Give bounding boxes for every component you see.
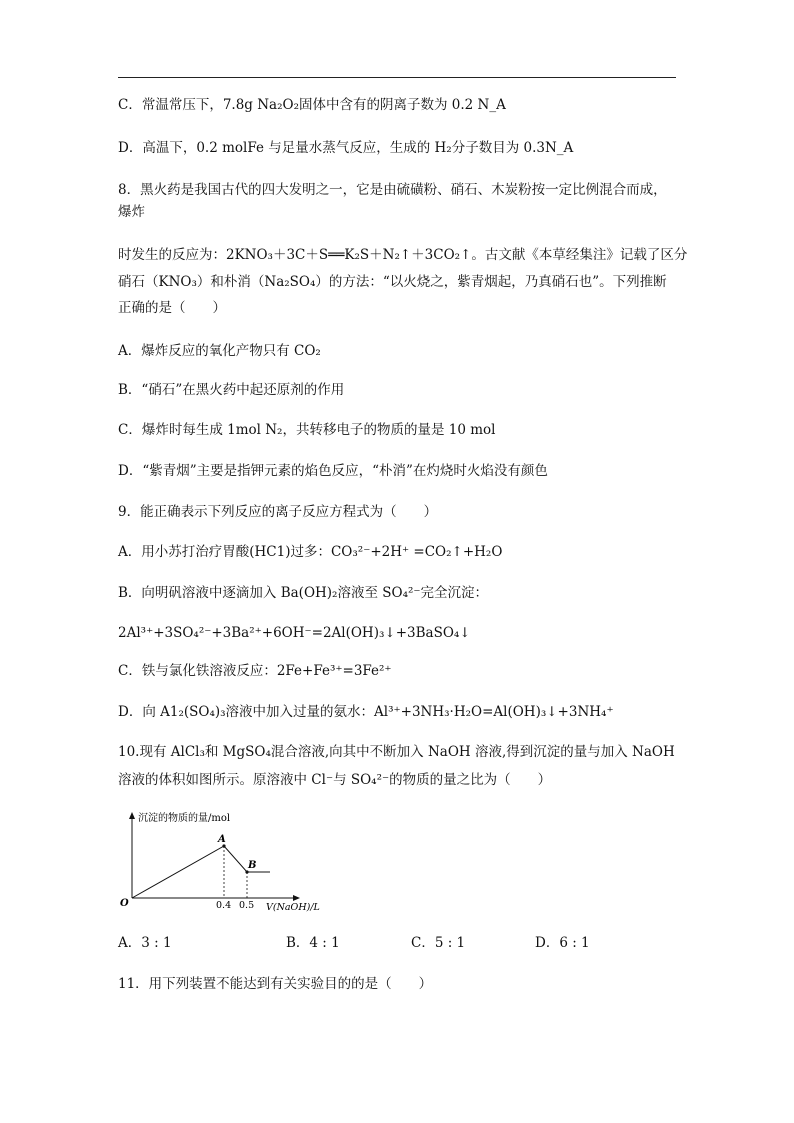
origin-label: O <box>120 898 129 909</box>
q10-stem-2: 溶液的体积如图所示。原溶液中 Cl⁻与 SO₄²⁻的物质的量之比为（ ） <box>118 772 552 788</box>
q8-option-b: B．“硝石”在黑火药中起还原剂的作用 <box>118 382 345 398</box>
option-c-line: C．常温常压下，7.8g Na₂O₂固体中含有的阴离子数为 0.2 N_A <box>118 97 506 113</box>
q8-stem-5: 正确的是（ ） <box>118 300 226 316</box>
q9-option-b: B．向明矾溶液中逐滴加入 Ba(OH)₂溶液至 SO₄²⁻完全沉淀： <box>118 585 489 601</box>
q9-stem: 9．能正确表示下列反应的离子反应方程式为（ ） <box>118 504 438 520</box>
q8-option-c: C．爆炸时每生成 1mol N₂，共转移电子的物质的量是 10 mol <box>118 422 496 438</box>
x-axis-label: V(NaOH)/L <box>266 902 320 913</box>
q11-stem: 11．用下列装置不能达到有关实验目的的是（ ） <box>118 976 433 992</box>
q10-option-d: D．6 : 1 <box>535 935 590 951</box>
x-axis-arrow <box>293 895 300 901</box>
x-tick-label: 0.5 <box>239 900 255 911</box>
q10-option-b: B．4 : 1 <box>286 935 340 951</box>
q10-stem-1: 10.现有 AlCl₃和 MgSO₄混合溶液,向其中不断加入 NaOH 溶液,得到沉淀的量与加入 NaOH <box>118 744 675 760</box>
y-axis-label: 沉淀的物质的量/mol <box>138 813 231 824</box>
q9-option-a: A．用小苏打治疗胃酸(HC1)过多：CO₃²⁻+2H⁺ =CO₂↑+H₂O <box>118 544 503 560</box>
q10-option-c: C．5 : 1 <box>411 935 466 951</box>
q9-option-d: D．向 A1₂(SO₄)₃溶液中加入过量的氨水：Al³⁺+3NH₃·H₂O=Al(OH)₃↓+3NH₄⁺ <box>118 704 614 720</box>
q9-option-c: C．铁与氯化铁溶液反应：2Fe+Fe³⁺=3Fe²⁺ <box>118 663 392 679</box>
header-rule <box>118 77 676 78</box>
q8-stem-3: 时发生的反应为：2KNO₃＋3C＋S══K₂S＋N₂↑＋3CO₂↑。古文献《本草经集注》记载了区分 <box>118 247 688 263</box>
q8-stem-4: 硝石（KNO₃）和朴消（Na₂SO₄）的方法：“以火烧之，紫青烟起，乃真硝石也”。下列推断 <box>118 274 667 290</box>
q10-option-a: A．3 : 1 <box>118 935 172 951</box>
q8-stem-2: 爆炸 <box>118 204 145 220</box>
q8-option-d: D．“紫青烟”主要是指钾元素的焰色反应，“朴消”在灼烧时火焰没有颜色 <box>118 463 548 479</box>
point-label-a: A <box>218 834 226 845</box>
precipitate-chart <box>116 808 320 913</box>
point-label-b: B <box>248 860 257 871</box>
option-d-line: D．高温下，0.2 molFe 与足量水蒸气反应，生成的 H₂分子数目为 0.3N_A <box>118 140 574 156</box>
q9-option-b-equation: 2Al³⁺+3SO₄²⁻+3Ba²⁺+6OH⁻=2Al(OH)₃↓+3BaSO₄↓ <box>118 625 471 641</box>
q8-option-a: A．爆炸反应的氧化产物只有 CO₂ <box>118 343 321 359</box>
series-line <box>132 846 270 898</box>
q8-stem-1: 8．黑火药是我国古代的四大发明之一，它是由硫磺粉、硝石、木炭粉按一定比例混合而成， <box>118 182 667 198</box>
y-axis-arrow <box>129 812 135 819</box>
x-tick-label: 0.4 <box>216 900 232 911</box>
